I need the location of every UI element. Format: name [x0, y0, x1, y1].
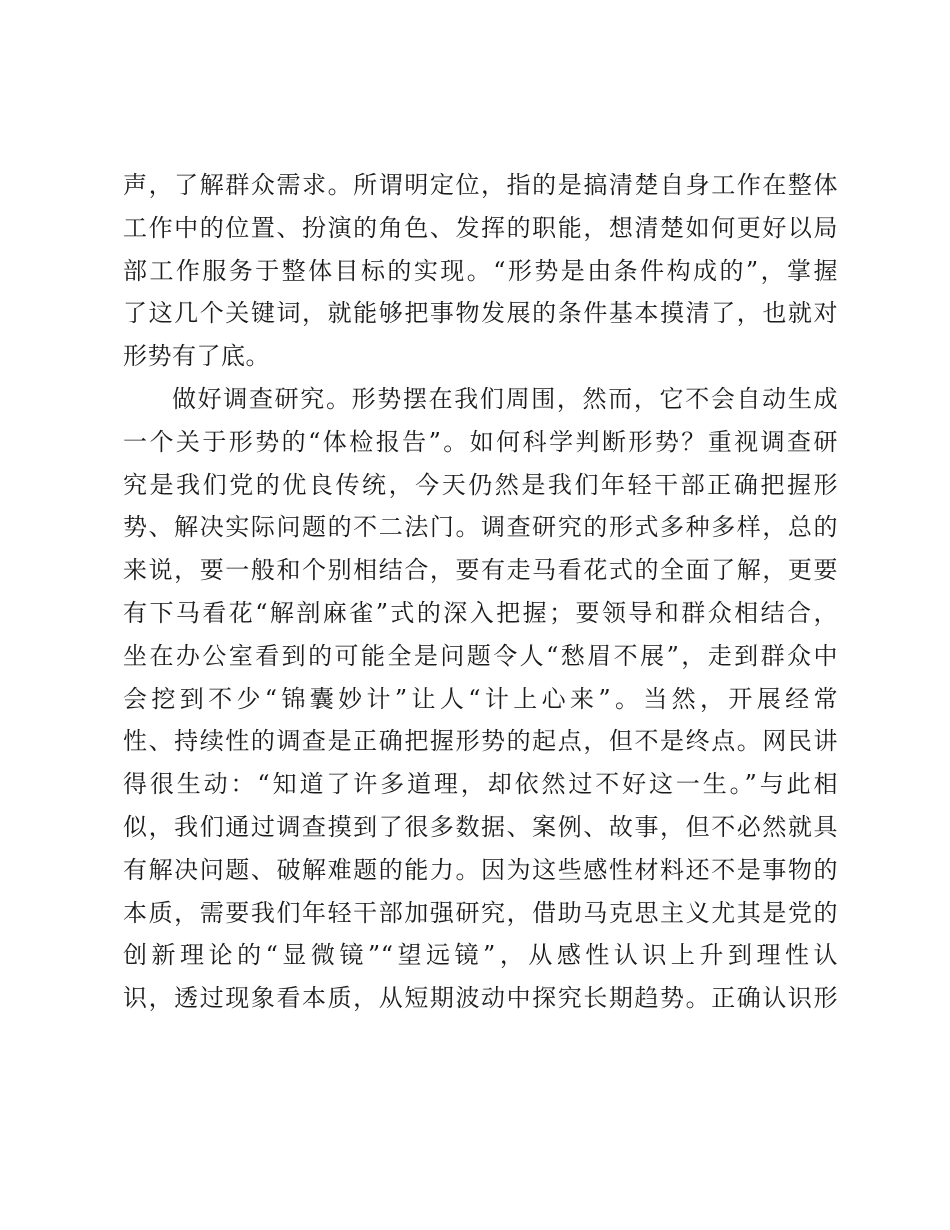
- text-line: 一个关于形势的“体检报告”。如何科学判断形势？重视调查研: [123, 427, 838, 456]
- text-line: 创新理论的“显微镜”“望远镜”，从感性认识上升到理性认: [123, 941, 838, 970]
- text-line: 有下马看花“解剖麻雀”式的深入把握；要领导和群众相结合，: [123, 598, 838, 627]
- text-line: 识，透过现象看本质，从短期波动中探究长期趋势。正确认识形: [123, 984, 838, 1013]
- text-line: 有解决问题、破解难题的能力。因为这些感性材料还不是事物的: [123, 855, 838, 884]
- paragraph-research: [123, 378, 838, 1020]
- text-line: 形势有了底。: [123, 342, 270, 371]
- text-line: 本质，需要我们年轻干部加强研究，借助马克思主义尤其是党的: [123, 898, 838, 927]
- text-line: 工作中的位置、扮演的角色、发挥的职能，想清楚如何更好以局: [123, 213, 838, 242]
- text-line: 坐在办公室看到的可能全是问题令人“愁眉不展”，走到群众中: [123, 641, 838, 670]
- text-line: 来说，要一般和个别相结合，要有走马看花式的全面了解，更要: [123, 556, 838, 585]
- text-line: 性、持续性的调查是正确把握形势的起点，但不是终点。网民讲: [123, 727, 838, 756]
- body-text: [123, 164, 838, 1020]
- text-line: 了这几个关键词，就能够把事物发展的条件基本摸清了，也就对: [123, 299, 838, 328]
- text-line: 声，了解群众需求。所谓明定位，指的是搞清楚自身工作在整体: [123, 171, 838, 199]
- text-line: 部工作服务于整体目标的实现。“形势是由条件构成的”，掌握: [123, 256, 838, 285]
- text-line: 势、解决实际问题的不二法门。调查研究的形式多种多样，总的: [123, 513, 838, 542]
- text-line: 似，我们通过调查摸到了很多数据、案例、故事，但不必然就具: [123, 812, 838, 841]
- paragraph-continuation: [123, 164, 838, 378]
- text-line: 究是我们党的优良传统，今天仍然是我们年轻干部正确把握形: [123, 470, 838, 499]
- text-line: 得很生动：“知道了许多道理，却依然过不好这一生。”与此相: [123, 770, 838, 799]
- text-line: 做好调查研究。形势摆在我们周围，然而，它不会自动生成: [172, 384, 838, 413]
- text-line: 会挖到不少“锦囊妙计”让人“计上心来”。当然，开展经常: [123, 684, 838, 713]
